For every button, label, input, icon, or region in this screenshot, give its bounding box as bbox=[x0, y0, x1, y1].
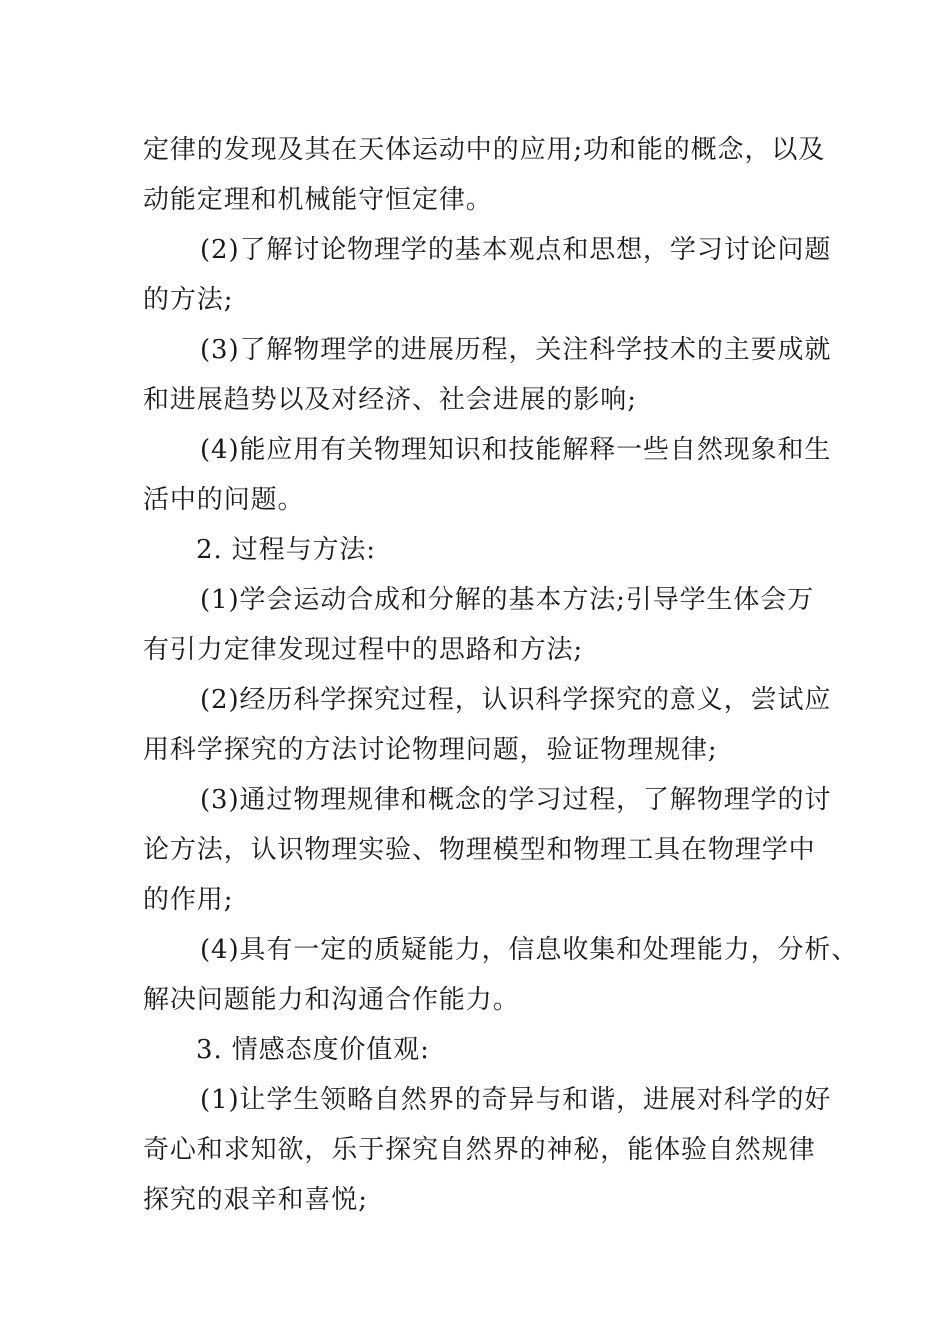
text-line: (2)经历科学探究过程，认识科学探究的意义，尝试应 bbox=[200, 685, 832, 715]
text-line: 定律的发现及其在天体运动中的应用;功和能的概念，以及 bbox=[143, 135, 826, 165]
text-line: (1)学会运动合成和分解的基本方法;引导学生体会万 bbox=[200, 585, 815, 615]
text-line: 动能定理和机械能守恒定律。 bbox=[143, 185, 493, 215]
text-line: 解决问题能力和沟通合作能力。 bbox=[143, 985, 520, 1015]
text-line: (2)了解讨论物理学的基本观点和思想，学习讨论问题 bbox=[200, 235, 832, 265]
text-line: 探究的艰辛和喜悦; bbox=[143, 1185, 368, 1215]
section-heading: 3. 情感态度价值观: bbox=[196, 1035, 430, 1065]
text-line: (1)让学生领略自然界的奇异与和谐，进展对科学的好 bbox=[200, 1085, 832, 1115]
text-line: 的方法; bbox=[143, 285, 234, 315]
text-line: 用科学探究的方法讨论物理问题，验证物理规律; bbox=[143, 735, 718, 765]
text-line: (3)通过物理规律和概念的学习过程，了解物理学的讨 bbox=[200, 785, 832, 815]
section-heading: 2. 过程与方法: bbox=[196, 535, 376, 565]
text-line: 论方法，认识物理实验、物理模型和物理工具在物理学中 bbox=[143, 835, 816, 865]
text-line: 的作用; bbox=[143, 885, 234, 915]
text-line: 有引力定律发现过程中的思路和方法; bbox=[143, 635, 584, 665]
text-line: 活中的问题。 bbox=[143, 485, 305, 515]
text-line: (4)具有一定的质疑能力，信息收集和处理能力，分析、 bbox=[200, 935, 859, 965]
text-line: 奇心和求知欲，乐于探究自然界的神秘，能体验自然规律 bbox=[143, 1135, 816, 1165]
text-line: 和进展趋势以及对经济、社会进展的影响; bbox=[143, 385, 637, 415]
text-line: (3)了解物理学的进展历程，关注科学技术的主要成就 bbox=[200, 335, 832, 365]
text-line: (4)能应用有关物理知识和技能解释一些自然现象和生 bbox=[200, 435, 832, 465]
